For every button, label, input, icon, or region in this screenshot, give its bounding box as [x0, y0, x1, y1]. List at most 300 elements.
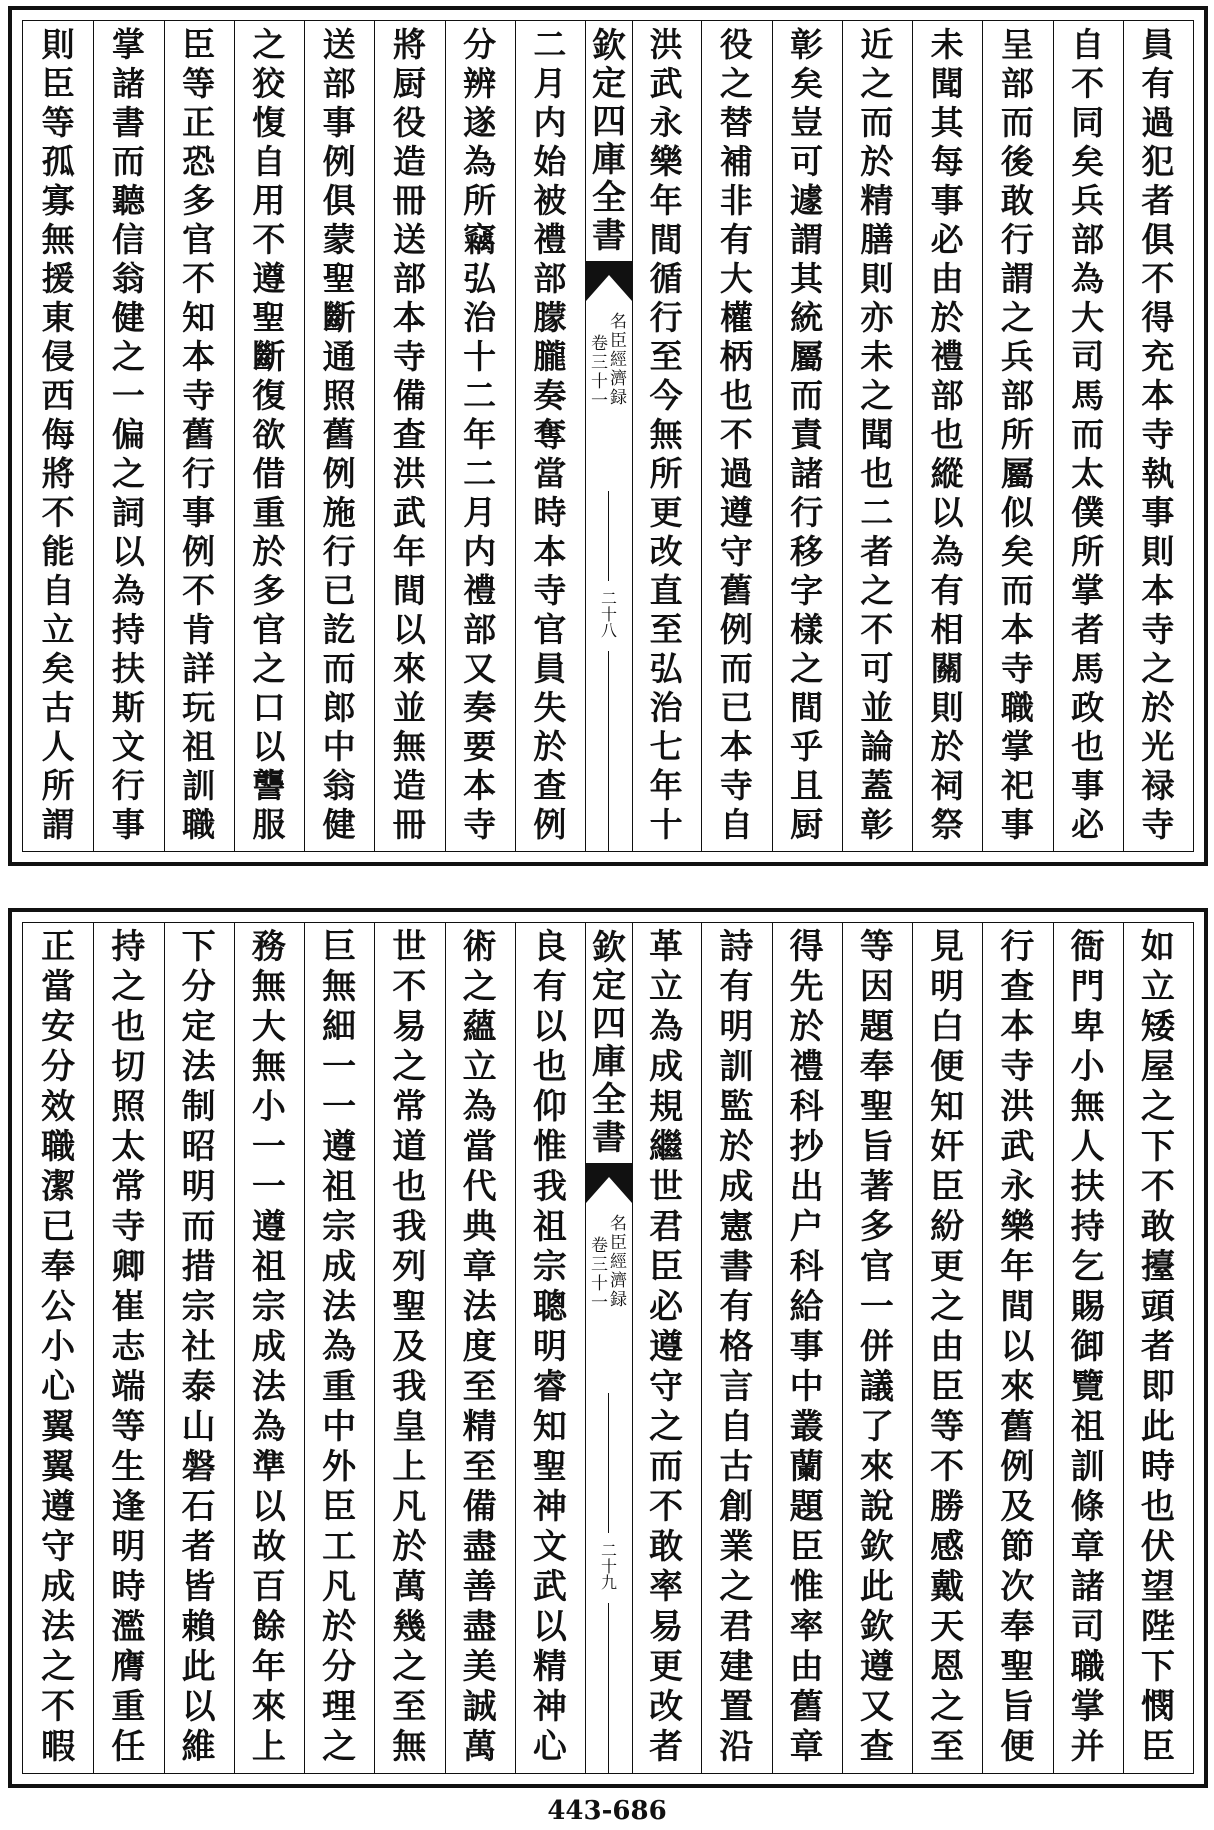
glyph: 必 [930, 220, 964, 259]
glyph: 旨 [859, 1127, 894, 1167]
glyph: 所 [41, 766, 75, 805]
glyph: 後 [1000, 142, 1034, 181]
glyph: 查 [859, 1727, 894, 1767]
top-volume-label [591, 335, 608, 411]
glyph: 寺 [1141, 415, 1175, 454]
glyph: 查 [1000, 967, 1035, 1007]
glyph: 易 [392, 1007, 427, 1047]
glyph: 照 [111, 1087, 146, 1127]
glyph: 代 [462, 1167, 497, 1207]
glyph: 法 [251, 1367, 286, 1407]
glyph: 之 [1141, 649, 1175, 688]
glyph: 無 [251, 967, 286, 1007]
glyph: 膺 [111, 1647, 146, 1687]
glyph: 小 [41, 1327, 76, 1367]
glyph: 而 [322, 649, 356, 688]
glyph: 時 [533, 493, 567, 532]
glyph: 同 [1071, 103, 1105, 142]
glyph: 有 [1141, 64, 1175, 103]
glyph: 馬 [1071, 649, 1105, 688]
glyph: 本 [1000, 1007, 1035, 1047]
glyph: 循 [649, 259, 683, 298]
glyph: 翼 [41, 1407, 76, 1447]
glyph: 八 [600, 621, 617, 640]
glyph: 之 [1140, 1087, 1175, 1127]
top-folio-rule-lower [608, 651, 609, 851]
glyph: 臣 [610, 1233, 627, 1253]
glyph: 間 [790, 688, 824, 727]
glyph: 於 [930, 727, 964, 766]
glyph: 弘 [463, 259, 497, 298]
text-column [93, 25, 163, 847]
glyph: 心 [532, 1727, 567, 1767]
glyph: 以 [532, 1007, 567, 1047]
glyph: 不 [649, 1487, 684, 1527]
glyph: 所 [463, 181, 497, 220]
glyph: 移 [790, 532, 824, 571]
glyph: 門 [1070, 967, 1105, 1007]
text-column [912, 25, 982, 847]
text-column [515, 25, 585, 847]
glyph: 頭 [1140, 1287, 1175, 1327]
glyph: 無 [392, 1727, 427, 1767]
column-rule [1123, 21, 1124, 851]
glyph: 凡 [322, 1567, 357, 1607]
column-rule [304, 21, 305, 851]
glyph: 規 [649, 1087, 684, 1127]
glyph: 崔 [111, 1287, 146, 1327]
text-column [772, 25, 842, 847]
glyph: 白 [930, 1007, 965, 1047]
glyph: 世 [649, 1167, 684, 1207]
glyph: 凡 [392, 1487, 427, 1527]
glyph: 之 [252, 649, 286, 688]
glyph: 任 [111, 1727, 146, 1767]
glyph: 信 [111, 220, 145, 259]
text-column [23, 927, 93, 1769]
glyph: 始 [533, 142, 567, 181]
glyph: 援 [41, 259, 75, 298]
glyph: 良 [532, 927, 567, 967]
glyph: 馬 [1071, 376, 1105, 415]
glyph: 聖 [252, 298, 286, 337]
glyph: 臣 [789, 1527, 824, 1567]
glyph: 率 [789, 1607, 824, 1647]
glyph: 録 [610, 388, 627, 408]
glyph: 舊 [182, 415, 216, 454]
glyph: 也 [860, 454, 894, 493]
glyph: 生 [111, 1447, 146, 1487]
glyph: 本 [1141, 376, 1175, 415]
glyph: 過 [719, 454, 753, 493]
glyph: 陛 [1140, 1607, 1175, 1647]
glyph: 例 [182, 532, 216, 571]
glyph: 立 [649, 967, 684, 1007]
glyph: 聖 [532, 1447, 567, 1487]
glyph: 愎 [252, 103, 286, 142]
glyph: 得 [789, 927, 824, 967]
glyph: 於 [1141, 688, 1175, 727]
glyph: 無 [251, 1047, 286, 1087]
top-page [8, 6, 1208, 866]
text-column [1053, 927, 1123, 1769]
text-column [164, 25, 234, 847]
glyph: 事 [182, 493, 216, 532]
glyph: 武 [532, 1567, 567, 1607]
glyph: 敢 [1000, 181, 1034, 220]
glyph: 偏 [111, 415, 145, 454]
footer-page-number: 443-686 [547, 1796, 667, 1826]
glyph: 公 [41, 1287, 76, 1327]
glyph: 施 [322, 493, 356, 532]
glyph: 至 [392, 1687, 427, 1727]
glyph: 十 [649, 805, 683, 844]
glyph: 其 [930, 103, 964, 142]
glyph: 謂 [41, 805, 75, 844]
glyph: 之 [392, 1047, 427, 1087]
glyph: 而 [790, 376, 824, 415]
glyph: 來 [251, 1687, 286, 1727]
glyph: 書 [111, 103, 145, 142]
glyph: 禮 [463, 571, 497, 610]
glyph: 四 [592, 1004, 626, 1044]
glyph: 俱 [1141, 220, 1175, 259]
glyph: 道 [392, 1127, 427, 1167]
glyph: 掌 [1070, 1687, 1105, 1727]
glyph: 可 [860, 649, 894, 688]
glyph: 而 [1000, 571, 1034, 610]
glyph: 恐 [182, 142, 216, 181]
glyph: 訖 [322, 610, 356, 649]
glyph: 謂 [1000, 259, 1034, 298]
glyph: 司 [1071, 337, 1105, 376]
glyph: 大 [1071, 298, 1105, 337]
glyph: 禮 [930, 337, 964, 376]
glyph: 送 [392, 220, 426, 259]
glyph: 祀 [1000, 766, 1034, 805]
glyph: 十 [591, 372, 608, 392]
glyph: 彰 [860, 805, 894, 844]
glyph: 字 [790, 571, 824, 610]
glyph: 制 [181, 1087, 216, 1127]
glyph: 訓 [719, 1047, 754, 1087]
glyph: 以 [532, 1607, 567, 1647]
glyph: 臣 [930, 1367, 965, 1407]
glyph: 成 [322, 1247, 357, 1287]
glyph: 寺 [533, 571, 567, 610]
text-column [701, 25, 771, 847]
glyph: 等 [41, 103, 75, 142]
glyph: 而 [181, 1207, 216, 1247]
glyph: 俱 [322, 181, 356, 220]
glyph: 詩 [719, 927, 754, 967]
glyph: 未 [860, 337, 894, 376]
glyph: 武 [1000, 1127, 1035, 1167]
glyph: 欽 [592, 26, 626, 66]
glyph: 四 [592, 102, 626, 142]
glyph: 維 [181, 1727, 216, 1767]
top-folio-rule [608, 491, 609, 581]
glyph: 則 [1141, 532, 1175, 571]
glyph: 於 [533, 727, 567, 766]
column-rule [515, 923, 516, 1773]
glyph: 充 [1141, 337, 1175, 376]
text-column [304, 927, 374, 1769]
glyph: 司 [1070, 1607, 1105, 1647]
glyph: 不 [1141, 259, 1175, 298]
glyph: 文 [111, 727, 145, 766]
bottom-page [8, 908, 1208, 1788]
glyph: 立 [462, 1047, 497, 1087]
glyph: 宗 [181, 1287, 216, 1327]
glyph: 章 [462, 1247, 497, 1287]
glyph: 十 [463, 337, 497, 376]
glyph: 故 [251, 1527, 286, 1567]
glyph: 典 [462, 1207, 497, 1247]
glyph: 聰 [532, 1287, 567, 1327]
column-rule [1053, 21, 1054, 851]
glyph: 持 [111, 610, 145, 649]
glyph: 寺 [463, 805, 497, 844]
glyph: 十 [600, 605, 617, 624]
glyph: 常 [111, 1167, 146, 1207]
glyph: 全 [592, 178, 626, 218]
glyph: 題 [859, 1007, 894, 1047]
glyph: 幾 [392, 1607, 427, 1647]
glyph: 可 [790, 142, 824, 181]
glyph: 百 [251, 1567, 286, 1607]
glyph: 繼 [649, 1127, 684, 1167]
glyph: 扶 [1070, 1167, 1105, 1207]
glyph: 外 [322, 1447, 357, 1487]
glyph: 之 [111, 454, 145, 493]
glyph: 遵 [322, 1127, 357, 1167]
top-folio-number [586, 591, 632, 639]
glyph: 要 [463, 727, 497, 766]
glyph: 年 [649, 766, 683, 805]
glyph: 備 [392, 376, 426, 415]
glyph: 濟 [610, 369, 627, 389]
glyph: 僕 [1071, 493, 1105, 532]
glyph: 至 [462, 1447, 497, 1487]
glyph: 寡 [41, 181, 75, 220]
glyph: 聖 [322, 259, 356, 298]
glyph: 議 [859, 1367, 894, 1407]
glyph: 下 [181, 927, 216, 967]
glyph: 全 [592, 1080, 626, 1120]
bottom-page-text-frame [22, 922, 1194, 1774]
glyph: 說 [859, 1487, 894, 1527]
glyph: 以 [252, 727, 286, 766]
glyph: 則 [860, 259, 894, 298]
glyph: 即 [1140, 1367, 1175, 1407]
glyph: 呈 [1000, 25, 1034, 64]
glyph: 社 [181, 1327, 216, 1367]
glyph: 掌 [1071, 571, 1105, 610]
glyph: 一 [111, 376, 145, 415]
glyph: 十 [591, 1274, 608, 1294]
glyph: 守 [649, 1367, 684, 1407]
glyph: 詞 [111, 493, 145, 532]
glyph: 年 [1000, 1247, 1035, 1287]
glyph: 衙 [1070, 927, 1105, 967]
glyph: 諸 [790, 454, 824, 493]
column-rule [982, 21, 983, 851]
glyph: 扶 [111, 649, 145, 688]
glyph: 無 [322, 967, 357, 1007]
glyph: 古 [41, 688, 75, 727]
glyph: 送 [322, 25, 356, 64]
glyph: 以 [392, 610, 426, 649]
glyph: 巨 [322, 927, 357, 967]
glyph: 事 [789, 1327, 824, 1367]
glyph: 庫 [592, 140, 626, 180]
glyph: 出 [789, 1167, 824, 1207]
glyph: 借 [252, 454, 286, 493]
glyph: 了 [859, 1407, 894, 1447]
glyph: 翁 [111, 259, 145, 298]
glyph: 祖 [322, 1167, 357, 1207]
glyph: 法 [181, 1047, 216, 1087]
glyph: 者 [1141, 181, 1175, 220]
glyph: 昭 [181, 1127, 216, 1167]
glyph: 之 [462, 967, 497, 1007]
glyph: 縱 [930, 454, 964, 493]
glyph: 祭 [930, 805, 964, 844]
glyph: 世 [392, 927, 427, 967]
glyph: 十 [600, 1557, 617, 1576]
glyph: 也 [532, 1047, 567, 1087]
glyph: 而 [1071, 415, 1105, 454]
glyph: 便 [1000, 1727, 1035, 1767]
glyph: 蓋 [860, 766, 894, 805]
glyph: 永 [649, 103, 683, 142]
column-rule [445, 21, 446, 851]
glyph: 有 [719, 967, 754, 1007]
glyph: 犯 [1141, 142, 1175, 181]
glyph: 冊 [392, 181, 426, 220]
glyph: 至 [462, 1367, 497, 1407]
glyph: 來 [392, 649, 426, 688]
glyph: 有 [719, 1287, 754, 1327]
glyph: 并 [1070, 1727, 1105, 1767]
glyph: 中 [789, 1367, 824, 1407]
glyph: 逢 [111, 1487, 146, 1527]
column-rule [374, 923, 375, 1773]
glyph: 分 [41, 1047, 76, 1087]
text-column [701, 927, 771, 1769]
glyph: 間 [392, 571, 426, 610]
glyph: 似 [1000, 493, 1034, 532]
glyph: 内 [533, 103, 567, 142]
glyph: 也 [1140, 1487, 1175, 1527]
glyph: 卑 [1070, 1007, 1105, 1047]
glyph: 之 [111, 967, 146, 1007]
glyph: 為 [463, 142, 497, 181]
glyph: 狡 [252, 64, 286, 103]
glyph: 為 [322, 1327, 357, 1367]
glyph: 也 [930, 415, 964, 454]
fish-tail-ornament-icon [586, 261, 632, 301]
bottom-folio-rule [608, 1393, 609, 1533]
glyph: 遵 [649, 1327, 684, 1367]
glyph: 豈 [790, 103, 824, 142]
glyph: 肯 [182, 610, 216, 649]
glyph: 章 [789, 1727, 824, 1767]
glyph: 遵 [252, 259, 286, 298]
column-rule [93, 923, 94, 1773]
glyph: 健 [111, 298, 145, 337]
glyph: 西 [41, 376, 75, 415]
glyph: 卷 [591, 1236, 608, 1256]
glyph: 舊 [322, 415, 356, 454]
glyph: 而 [649, 1447, 684, 1487]
glyph: 寺 [1141, 610, 1175, 649]
glyph: 等 [111, 1407, 146, 1447]
glyph: 心 [41, 1367, 76, 1407]
glyph: 持 [111, 927, 146, 967]
glyph: 君 [649, 1207, 684, 1247]
glyph: 已 [719, 688, 753, 727]
glyph: 例 [322, 454, 356, 493]
glyph: 復 [252, 376, 286, 415]
glyph: 讋 [252, 766, 286, 805]
glyph: 奉 [859, 1047, 894, 1087]
glyph: 題 [789, 1487, 824, 1527]
glyph: 由 [789, 1647, 824, 1687]
glyph: 録 [610, 1290, 627, 1310]
glyph: 以 [111, 532, 145, 571]
glyph: 務 [251, 927, 286, 967]
glyph: 弘 [649, 649, 683, 688]
glyph: 本 [1141, 571, 1175, 610]
glyph: 孤 [41, 142, 75, 181]
glyph: 於 [789, 1007, 824, 1047]
glyph: 明 [930, 967, 965, 1007]
glyph: 正 [41, 927, 76, 967]
glyph: 經 [610, 350, 627, 370]
glyph: 此 [1140, 1407, 1175, 1447]
glyph: 天 [930, 1607, 965, 1647]
glyph: 宗 [532, 1247, 567, 1287]
glyph: 厨 [790, 805, 824, 844]
glyph: 重 [252, 493, 286, 532]
glyph: 之 [860, 376, 894, 415]
glyph: 所 [1000, 415, 1034, 454]
glyph: 禮 [533, 220, 567, 259]
glyph: 者 [1071, 610, 1105, 649]
glyph: 併 [859, 1327, 894, 1367]
glyph: 也 [111, 1007, 146, 1047]
glyph: 寺 [1141, 805, 1175, 844]
glyph: 寺 [719, 766, 753, 805]
glyph: 盡 [462, 1527, 497, 1567]
glyph: 以 [1000, 1327, 1035, 1367]
glyph: 格 [719, 1327, 754, 1367]
glyph: 其 [790, 259, 824, 298]
glyph: 臣 [649, 1247, 684, 1287]
glyph: 明 [532, 1327, 567, 1367]
glyph: 部 [1000, 64, 1034, 103]
glyph: 者 [181, 1527, 216, 1567]
glyph: 本 [182, 337, 216, 376]
glyph: 間 [1000, 1287, 1035, 1327]
glyph: 定 [592, 966, 626, 1006]
glyph: 聖 [859, 1087, 894, 1127]
glyph: 上 [251, 1727, 286, 1767]
glyph: 改 [649, 532, 683, 571]
glyph: 樣 [790, 610, 824, 649]
